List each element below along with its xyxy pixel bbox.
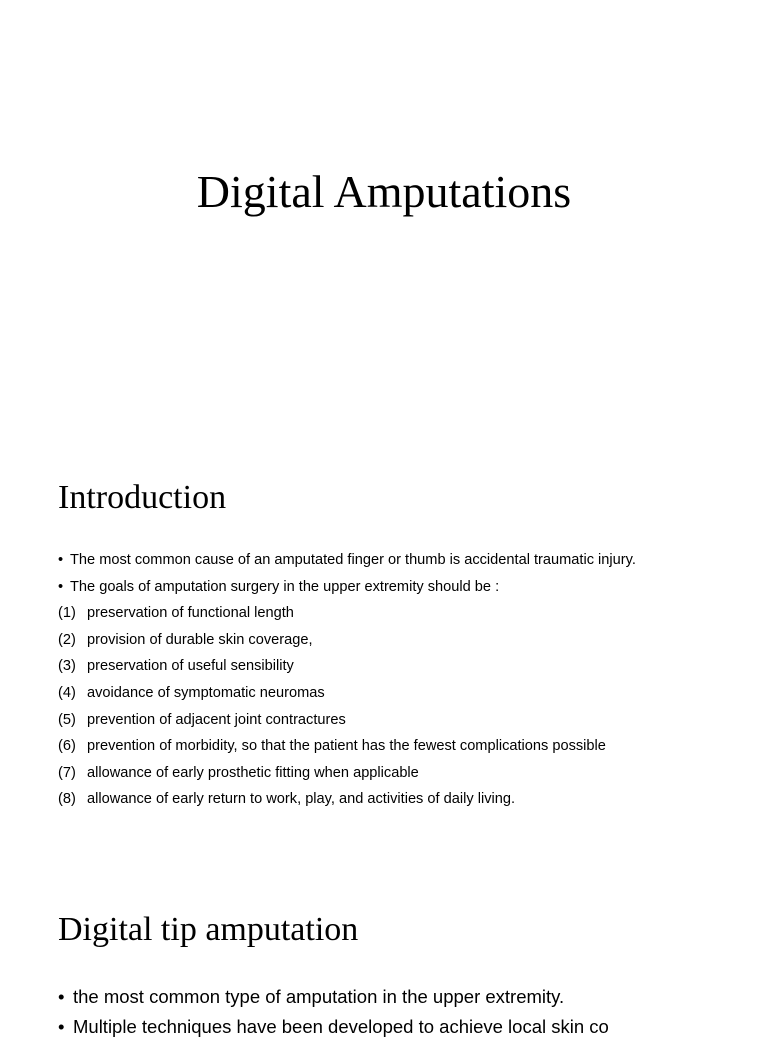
bullet-text: The goals of amputation surgery in the upper extremity should be : bbox=[70, 578, 500, 595]
bullet-icon: • bbox=[58, 986, 65, 1007]
goal-item bbox=[58, 653, 636, 680]
goal-number: (2) bbox=[58, 631, 76, 648]
goal-text: avoidance of symptomatic neuromas bbox=[87, 684, 325, 701]
list-item bbox=[58, 1012, 609, 1042]
goal-item bbox=[58, 733, 636, 760]
goal-text: allowance of early return to work, play, and activities of daily living. bbox=[87, 791, 516, 808]
goal-number: (5) bbox=[58, 711, 76, 728]
list-item bbox=[58, 982, 609, 1012]
goal-text: preservation of functional length bbox=[87, 605, 294, 622]
bullet-icon: • bbox=[58, 552, 64, 568]
goal-number: (3) bbox=[58, 658, 76, 675]
page-title: Digital Amputations bbox=[196, 166, 572, 217]
goal-number: (4) bbox=[58, 684, 76, 701]
bullet-text: Multiple techniques have been developed to achieve local skin co bbox=[73, 1016, 609, 1037]
digital-tip-heading: Digital tip amputation bbox=[58, 911, 359, 948]
bullet-icon: • bbox=[58, 1016, 65, 1037]
digital-tip-list bbox=[58, 982, 609, 1042]
goal-text: preservation of useful sensibility bbox=[87, 658, 294, 675]
goal-item bbox=[58, 627, 636, 654]
bullet-text: The most common cause of an amputated finger or thumb is accidental traumatic injury. bbox=[70, 552, 636, 568]
goal-text: prevention of adjacent joint contractures bbox=[87, 711, 346, 728]
goal-text: provision of durable skin coverage, bbox=[87, 631, 313, 648]
goal-item bbox=[58, 707, 636, 734]
goal-number: (7) bbox=[58, 764, 76, 781]
goal-text: allowance of early prosthetic fitting when applicable bbox=[87, 764, 419, 781]
goal-item bbox=[58, 680, 636, 707]
list-item bbox=[58, 574, 636, 601]
goal-item bbox=[58, 600, 636, 627]
goal-number: (1) bbox=[58, 605, 76, 622]
goal-text: prevention of morbidity, so that the patient has the fewest complications possible bbox=[87, 738, 606, 755]
introduction-heading: Introduction bbox=[58, 479, 227, 516]
goal-item bbox=[58, 760, 636, 787]
introduction-list bbox=[58, 547, 636, 813]
goal-number: (6) bbox=[58, 738, 76, 755]
bullet-text: the most common type of amputation in the upper extremity. bbox=[73, 986, 565, 1007]
goal-number: (8) bbox=[58, 791, 76, 808]
list-item bbox=[58, 547, 636, 574]
bullet-icon: • bbox=[58, 578, 64, 595]
goal-item bbox=[58, 786, 636, 813]
